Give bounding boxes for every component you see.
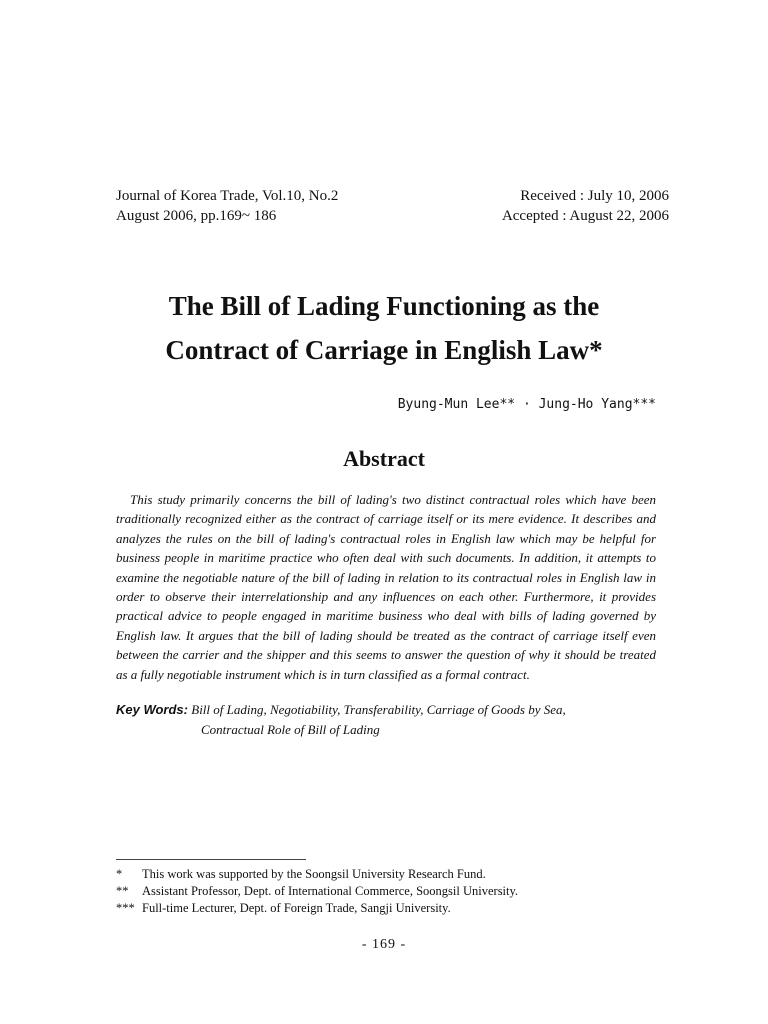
paper-title [0,284,768,372]
footnote-divider [116,859,306,860]
footnote-text: Full-time Lecturer, Dept. of Foreign Trade, Sangji University. [142,901,451,915]
footnote-mark: * [116,867,123,881]
journal-line-1: Journal of Korea Trade, Vol.10, No.2 [116,188,339,204]
footnote-mark: *** [116,901,135,915]
journal-line-2: August 2006, pp.169~ 186 [116,208,277,224]
received-date: Received : July 10, 2006 [520,188,669,204]
footnote-text: Assistant Professor, Dept. of International Commerce, Soongsil University. [142,884,519,898]
journal-info [116,186,338,226]
footnotes [116,866,676,917]
date-info [502,186,669,226]
footnote [116,900,676,917]
abstract-heading: Abstract [343,446,425,471]
footnote-mark: ** [116,884,129,898]
footnote-text: This work was supported by the Soongsil University Research Fund. [142,867,486,881]
footnote [116,866,676,883]
title-line-1: The Bill of Lading Functioning as the [168,291,600,321]
keywords-label: Key Words: [116,702,188,717]
footnote [116,883,676,900]
authors: Byung-Mun Lee** · Jung-Ho Yang*** [397,397,656,412]
page-number: - 169 - [361,937,407,952]
keywords [116,700,676,740]
title-line-2: Contract of Carriage in English Law* [165,335,603,365]
keywords-line-2: Contractual Role of Bill of Lading [201,722,380,737]
abstract-body: This study primarily concerns the bill of lading's two distinct contractual roles which have been traditionally recognized either as the contract of carriage itself or its mere evidence. It describes and analyzes the rules on the bill of lading's contractual roles in English law which may be helpful for business people in maritime practice who often deal with such documents. In addition, it attempts to examine the negotiable nature of the bill of lading in relation to its contractual roles in English law in order to observe their interrelationship and any influences on each other. Furthermore, it provides practical advice to people engaged in maritime business who deal with bills of lading governed by English law. It argues that the bill of lading should be treated as the contract of carriage itself even between the carrier and the shipper and this seems to answer the question of why it should be treated as a fully negotiable instrument which is in turn classified as a formal contract. [116,492,656,682]
keywords-line-1: Bill of Lading, Negotiability, Transferability, Carriage of Goods by Sea, [191,702,566,717]
accepted-date: Accepted : August 22, 2006 [501,208,669,224]
